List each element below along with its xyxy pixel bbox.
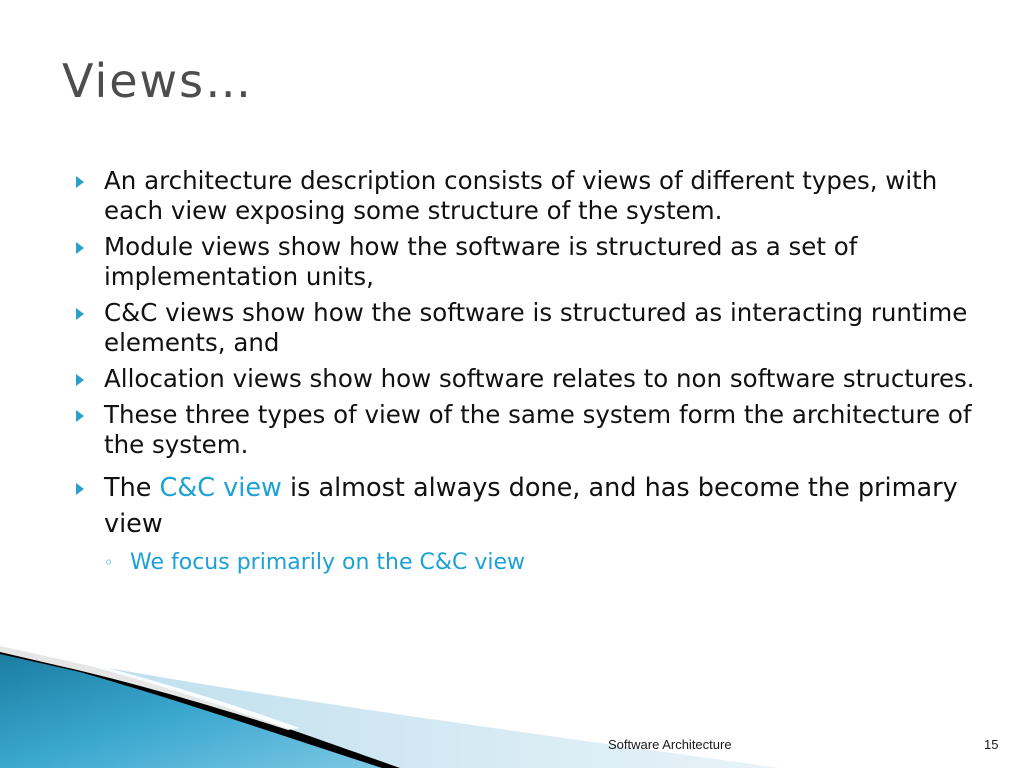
bullet-text-suffix: is almost always done, and has become the primary view [104, 473, 958, 539]
sub-bullet-item [104, 548, 976, 578]
sub-bullet-text: We focus primarily on the C&C view [130, 550, 526, 575]
bullet-arrow-icon [76, 483, 84, 495]
bullet-arrow-icon [76, 176, 84, 188]
bullet-text-prefix: The [104, 473, 160, 503]
slide-title: Views… [62, 54, 254, 108]
bullet-text: Allocation views show how software relates to non software structures. [104, 364, 975, 393]
bullet-text: C&C views show how the software is structured as interacting runtime elements, and [104, 298, 968, 357]
bullet-arrow-icon [76, 374, 84, 386]
bullet-item [76, 232, 976, 292]
bullet-list [76, 166, 976, 584]
bullet-text: An architecture description consists of views of different types, with each view exposing some structure of the system. [104, 166, 938, 225]
bullet-item [76, 364, 976, 394]
bullet-arrow-icon [76, 242, 84, 254]
bullet-arrow-icon [76, 308, 84, 320]
decorative-wave-graphic [0, 640, 1024, 768]
highlight-cc-view: C&C view [159, 473, 282, 503]
bullet-item-primary-view [76, 470, 976, 578]
bullet-item [76, 166, 976, 226]
bullet-item [76, 400, 976, 460]
sub-bullet-circle-icon: ◦ [104, 553, 114, 572]
footer-text: Software Architecture [608, 737, 732, 752]
slide-number: 15 [984, 737, 999, 752]
bullet-item [76, 298, 976, 358]
bullet-arrow-icon [76, 410, 84, 422]
bullet-text: Module views show how the software is structured as a set of implementation units, [104, 232, 858, 291]
bullet-text: These three types of view of the same system form the architecture of the system. [104, 400, 972, 459]
